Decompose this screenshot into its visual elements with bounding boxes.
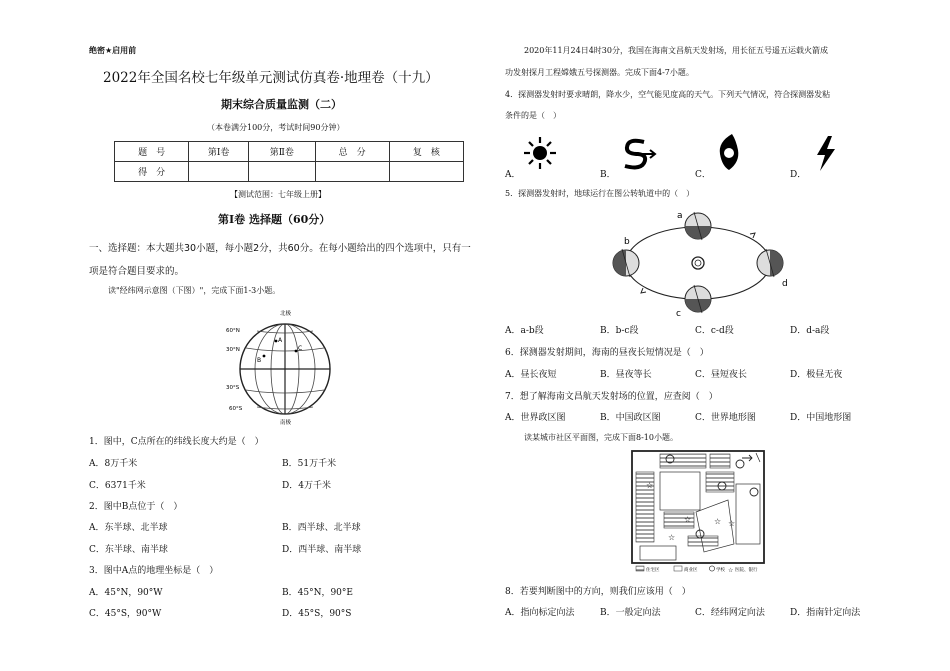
- option-1b[interactable]: B．51万千米: [282, 459, 337, 469]
- option-6d[interactable]: D．极昼无夜: [790, 370, 843, 380]
- score-cell: 第Ⅱ卷: [248, 142, 315, 162]
- secret-label: 绝密★启用前: [89, 46, 137, 55]
- score-note: （本卷满分100分，考试时间90分钟）: [207, 123, 345, 132]
- legend-commercial-label: 商业区: [684, 568, 698, 573]
- section-title: 第Ⅰ卷 选择题（60分）: [218, 213, 331, 226]
- question-5-stem: 5．探测器发射时，地球运行在图公转轨道中的（ ）: [505, 189, 695, 198]
- option-3c[interactable]: C．45°S，90°W: [89, 609, 162, 619]
- question-6-stem: 6．探测器发射期间，海南的昼夜长短情况是（ ）: [505, 348, 709, 358]
- map-star-marker: ☆: [714, 517, 722, 526]
- option-4c[interactable]: C．: [695, 170, 711, 180]
- question-1-stem: 1．图中，C点所在的纬线长度大约是（ ）: [89, 437, 264, 447]
- option-7a[interactable]: A．世界政区图: [505, 413, 566, 423]
- question-8-stem: 8．若要判断图中的方向，则我们应该用（ ）: [505, 587, 691, 597]
- earth-position-c: [685, 285, 711, 313]
- legend-school-label: 学校: [716, 568, 725, 573]
- legend-residential-label: 住宅区: [646, 568, 660, 573]
- sandstorm-icon: [618, 136, 658, 172]
- option-4b[interactable]: B．: [600, 170, 616, 180]
- option-6b[interactable]: B．昼夜等长: [600, 370, 652, 380]
- community-plan-map: [624, 448, 774, 576]
- sunny-icon: [520, 135, 560, 171]
- score-cell: 得 分: [115, 162, 189, 182]
- score-cell: 总 分: [315, 142, 389, 162]
- option-5d[interactable]: D．d-a段: [790, 326, 830, 336]
- instruction-line: 一、选择题：本大题共30小题，每小题2分，共60分。在每小题给出的四个选项中，只有一: [89, 243, 471, 254]
- map-star-marker: ☆: [684, 515, 692, 524]
- lat-60s-label: 60°S: [229, 406, 243, 412]
- intro-line: 2020年11月24日4时30分，我国在海南文昌航天发射场，用长征五号遥五运载火箭成: [524, 46, 828, 55]
- earth-position-a: [685, 212, 711, 240]
- test-scope: 【测试范围：七年级上册】: [230, 190, 326, 199]
- option-8b[interactable]: B．一般定向法: [600, 608, 661, 618]
- lat-30s-label: 30°S: [226, 385, 240, 391]
- typhoon-icon: [712, 132, 746, 172]
- point-b-label: B: [257, 357, 262, 364]
- option-8d[interactable]: D．指南针定向法: [790, 608, 861, 618]
- option-1c[interactable]: C．6371千米: [89, 481, 146, 491]
- legend-hospital-bank-label: 医院、银行: [735, 568, 758, 573]
- instruction-line: 项是符合题目要求的。: [89, 266, 185, 277]
- lightning-icon: [812, 135, 840, 173]
- score-input[interactable]: [248, 162, 315, 182]
- option-4d[interactable]: D．: [790, 170, 807, 180]
- score-cell: 题 号: [115, 142, 189, 162]
- earth-position-b: [613, 249, 639, 277]
- main-title: 2022年全国名校七年级单元测试仿真卷·地理卷（十九）: [103, 70, 439, 86]
- score-table: [114, 141, 464, 182]
- question-4-stem: 条件的是（ ）: [505, 111, 561, 120]
- question-lead: 读"经纬网示意图（下图）"，完成下面1-3小题。: [108, 286, 281, 295]
- score-input[interactable]: [189, 162, 249, 182]
- option-3b[interactable]: B．45°N，90°E: [282, 588, 353, 598]
- orbit-label-d: d: [782, 279, 788, 289]
- intro-line: 功发射探月工程嫦娥五号探测器。完成下面4-7小题。: [505, 68, 694, 77]
- score-input[interactable]: [315, 162, 389, 182]
- option-2d[interactable]: D．西半球、南半球: [282, 545, 362, 555]
- option-3a[interactable]: A．45°N，90°W: [89, 588, 163, 598]
- map-star-marker: ☆: [668, 533, 676, 542]
- option-2b[interactable]: B．西半球、北半球: [282, 523, 361, 533]
- option-7b[interactable]: B．中国政区图: [600, 413, 661, 423]
- option-5b[interactable]: B．b-c段: [600, 326, 639, 336]
- option-2a[interactable]: A．东半球、北半球: [89, 523, 168, 533]
- option-4a[interactable]: A．: [505, 170, 521, 180]
- south-pole-label: 南极: [280, 420, 292, 426]
- orbit-label-c: c: [676, 309, 681, 319]
- option-6a[interactable]: A．昼长夜短: [505, 370, 557, 380]
- option-7d[interactable]: D．中国地形图: [790, 413, 852, 423]
- point-c-label: C: [298, 345, 303, 352]
- north-pole-label: 北极: [280, 311, 292, 317]
- option-6c[interactable]: C．昼短夜长: [695, 370, 747, 380]
- orbit-label-a: a: [677, 211, 683, 221]
- earth-orbit-diagram: [610, 206, 800, 318]
- option-1d[interactable]: D．4万千米: [282, 481, 331, 491]
- option-3d[interactable]: D．45°S，90°S: [282, 609, 352, 619]
- lat-30n-label: 30°N: [226, 347, 240, 353]
- orbit-label-b: b: [624, 237, 630, 247]
- graticule-globe-figure: [228, 306, 338, 428]
- option-1a[interactable]: A．8万千米: [89, 459, 138, 469]
- point-a-label: A: [278, 337, 283, 344]
- question-2-stem: 2．图中B点位于（ ）: [89, 502, 183, 512]
- map-star-marker: ☆: [646, 481, 654, 490]
- option-5a[interactable]: A．a-b段: [505, 326, 544, 336]
- map-star-marker: ☆: [728, 519, 736, 528]
- score-cell: 复 核: [389, 142, 463, 162]
- option-7c[interactable]: C．世界地形图: [695, 413, 756, 423]
- option-8a[interactable]: A．指向标定向法: [505, 608, 575, 618]
- question-lead-2: 读某城市社区平面图，完成下面8-10小题。: [524, 433, 678, 442]
- subtitle: 期末综合质量监测（二）: [221, 98, 342, 111]
- question-3-stem: 3．图中A点的地理坐标是（ ）: [89, 566, 219, 576]
- option-8c[interactable]: C．经纬网定向法: [695, 608, 765, 618]
- score-cell: 第Ⅰ卷: [189, 142, 249, 162]
- question-4-stem: 4．探测器发射时要求晴朗，降水少，空气能见度高的天气。下列天气情况，符合探测器发粘: [505, 90, 831, 99]
- question-7-stem: 7．想了解海南文昌航天发射场的位置，应查阅（ ）: [505, 392, 718, 402]
- lat-60n-label: 60°N: [226, 328, 240, 334]
- option-2c[interactable]: C．东半球、南半球: [89, 545, 168, 555]
- legend-star-icon: ☆: [728, 567, 734, 574]
- earth-position-d: [757, 249, 783, 277]
- option-5c[interactable]: C．c-d段: [695, 326, 734, 336]
- score-input[interactable]: [389, 162, 463, 182]
